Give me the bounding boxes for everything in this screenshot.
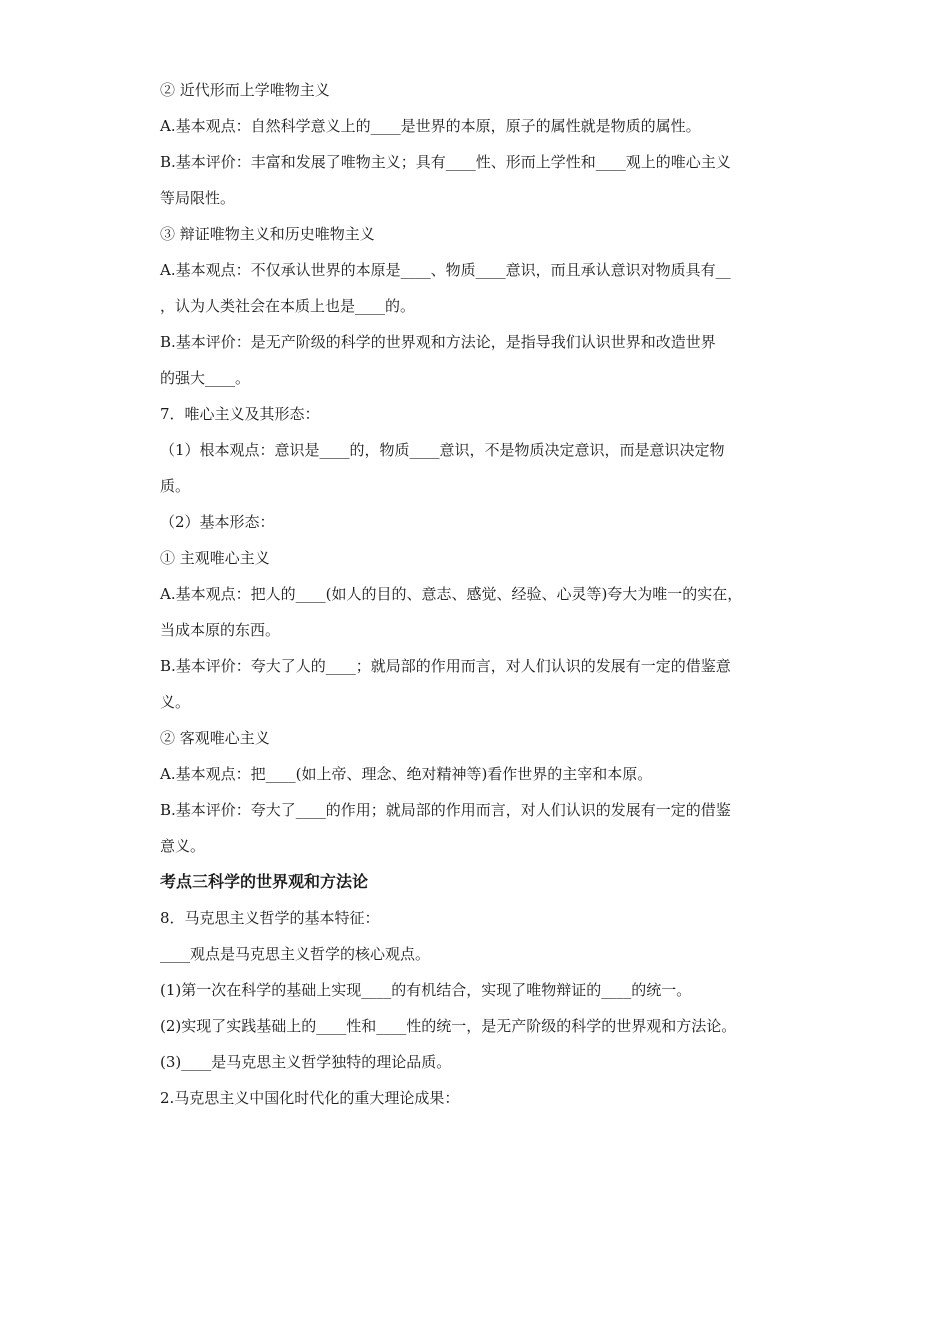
text-line: B.基本评价：是无产阶级的科学的世界观和方法论，是指导我们认识世界和改造世界	[160, 333, 716, 351]
text-line: A.基本观点：不仅承认世界的本原是____、物质____意识，而且承认意识对物质具有__	[160, 261, 731, 279]
text-line: 的强大____。	[160, 369, 251, 387]
text-line: (2)实现了实践基础上的____性和____性的统一，是无产阶级的科学的世界观和方法论。	[160, 1017, 737, 1035]
text-line: ③ 辩证唯物主义和历史唯物主义	[160, 225, 375, 243]
text-line: 7．唯心主义及其形态：	[160, 405, 320, 423]
text-line: 质。	[160, 477, 191, 495]
text-line: 2.马克思主义中国化时代化的重大理论成果：	[160, 1089, 460, 1107]
text-line: B.基本评价：夸大了人的____；就局部的作用而言，对人们认识的发展有一定的借鉴意	[160, 657, 731, 675]
document-body	[160, 72, 800, 1116]
text-line: 义。	[160, 693, 191, 711]
text-line: （2）基本形态：	[160, 513, 275, 531]
text-line: ① 主观唯心主义	[160, 549, 270, 567]
text-line: A.基本观点：把____(如上帝、理念、绝对精神等)看作世界的主宰和本原。	[160, 765, 653, 783]
text-line: ，认为人类社会在本质上也是____的。	[160, 297, 416, 315]
text-line: A.基本观点：把人的____(如人的目的、意志、感觉、经验、心灵等)夸大为唯一的实在，	[160, 585, 743, 603]
text-line: ② 客观唯心主义	[160, 729, 270, 747]
text-line: 8．马克思主义哲学的基本特征：	[160, 909, 380, 927]
text-line: 意义。	[160, 837, 206, 855]
text-line: 等局限性。	[160, 189, 236, 207]
section-heading: 考点三科学的世界观和方法论	[160, 872, 369, 891]
text-line: (1)第一次在科学的基础上实现____的有机结合，实现了唯物辩证的____的统一。	[160, 981, 692, 999]
text-line: (3)____是马克思主义哲学独特的理论品质。	[160, 1053, 452, 1071]
text-line: B.基本评价：夸大了____的作用；就局部的作用而言，对人们认识的发展有一定的借鉴	[160, 801, 731, 819]
text-line: ____观点是马克思主义哲学的核心观点。	[160, 945, 431, 963]
text-line: 当成本原的东西。	[160, 621, 281, 639]
text-line: A.基本观点：自然科学意义上的____是世界的本原，原子的属性就是物质的属性。	[160, 117, 701, 135]
text-line: （1）根本观点：意识是____的，物质____意识，不是物质决定意识，而是意识决定物	[160, 441, 725, 459]
text-line: B.基本评价：丰富和发展了唯物主义；具有____性、形而上学性和____观上的唯心主义	[160, 153, 731, 171]
text-line: ② 近代形而上学唯物主义	[160, 81, 330, 99]
